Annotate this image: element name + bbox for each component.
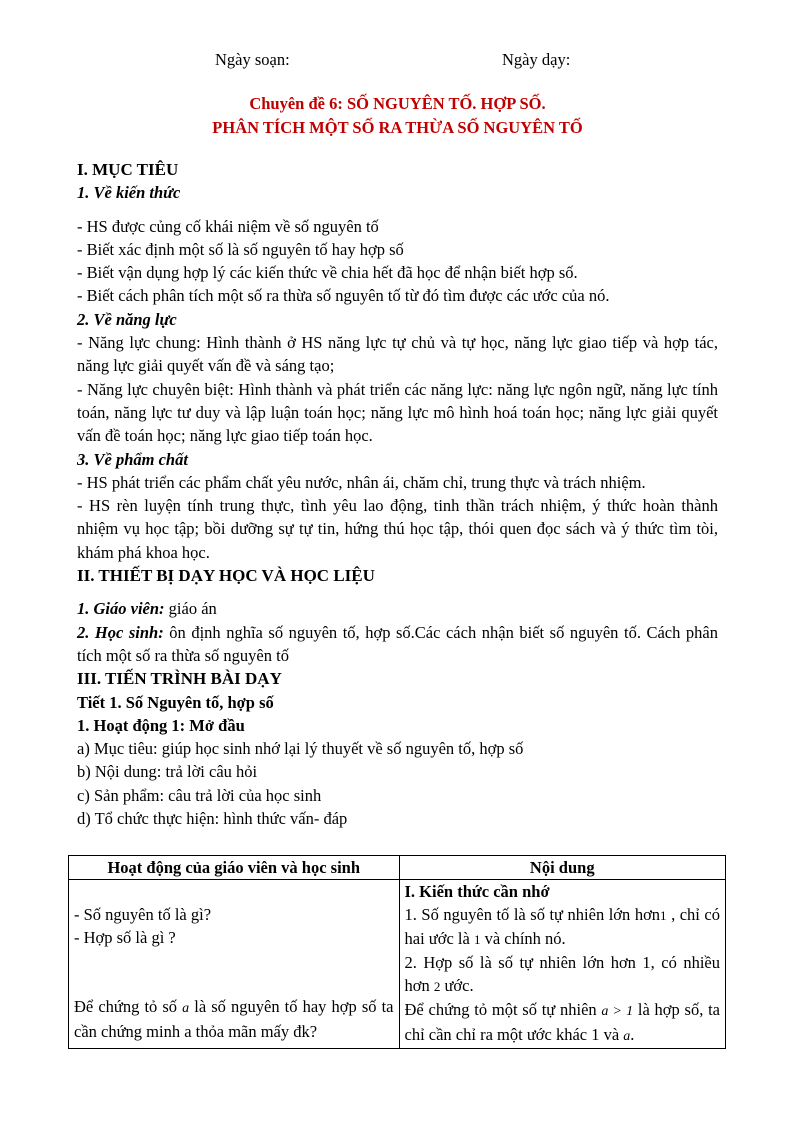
math-variable: a — [623, 1029, 631, 1044]
subsection-knowledge: 1. Về kiến thức — [77, 183, 181, 203]
section-2-heading: II. THIẾT BỊ DẠY HỌC VÀ HỌC LIỆU — [77, 566, 375, 586]
activity-title: 1. Hoạt động 1: Mở đầu — [77, 715, 245, 735]
lesson-title: Tiết 1. Số Nguyên tố, hợp số — [77, 692, 274, 712]
question-text: là số nguyên tố hay hợp số ta cần chứng minh a thỏa mãn mấy đk? — [74, 997, 394, 1041]
knowledge-item: - HS được củng cố khái niệm về số nguyên tố — [77, 216, 379, 236]
rule-text: . — [630, 1025, 635, 1044]
teacher-materials — [77, 597, 718, 620]
content-cell — [399, 880, 726, 1049]
prep-date-label: Ngày soạn: — [215, 50, 290, 69]
question-prime: - Số nguyên tố là gì? — [74, 905, 212, 924]
section-1-heading: I. MỤC TIÊU — [77, 160, 179, 179]
math-variable: a — [182, 1001, 190, 1016]
activity-table — [68, 855, 726, 1049]
math-number: 1 — [660, 908, 667, 923]
definition-text: ước. — [440, 976, 474, 995]
doc-title-line2: PHÂN TÍCH MỘT SỐ RA THỪA SỐ NGUYÊN TỐ — [212, 118, 583, 137]
definition-text: và chính nó. — [480, 929, 566, 948]
question-composite: - Hợp số là gì ? — [74, 928, 176, 947]
student-text: ôn định nghĩa số nguyên tố, hợp số.Các cách nhận biết số nguyên tố. Cách phân tích một số ra thừa số nguyên tố — [77, 622, 719, 665]
table-header-content: Nội dung — [399, 856, 726, 880]
activity-content: b) Nội dung: trả lời câu hỏi — [77, 762, 258, 782]
title-prefix: Chuyên đề 6: — [249, 94, 347, 113]
math-number: 1 — [473, 932, 481, 947]
activity-organization: d) Tổ chức thực hiện: hình thức vấn- đáp — [77, 809, 348, 829]
rule-text: là hợp số, ta chỉ cần chỉ ra một ước khác 1 và — [404, 1000, 720, 1044]
doc-title-line1 — [77, 92, 718, 116]
student-materials — [77, 621, 718, 668]
knowledge-item: - Biết cách phân tích một số ra thừa số nguyên tố từ đó tìm được các ước của nó. — [77, 286, 610, 306]
table-row — [69, 880, 726, 1049]
rule-text: Để chứng tỏ một số tự nhiên — [404, 1000, 602, 1019]
definition-text: , chỉ có hai ước là — [404, 905, 720, 948]
knowledge-heading: I. Kiến thức cần nhớ — [404, 882, 550, 901]
composite-proof-rule — [405, 998, 721, 1048]
section-3-heading: III. TIẾN TRÌNH BÀI DẠY — [77, 669, 282, 689]
math-expression: a > 1 — [601, 1004, 634, 1019]
table-header-activities: Hoạt động của giáo viên và học sinh — [69, 856, 400, 880]
document-page — [77, 48, 718, 830]
question-text: Để chứng tỏ số — [74, 997, 183, 1016]
teach-date-label: Ngày dạy: — [502, 50, 571, 69]
quality-item: - HS phát triển các phẩm chất yêu nước, nhân ái, chăm chỉ, trung thực và trách nhiệm. — [77, 472, 646, 492]
quality-item: - HS rèn luyện tính trung thực, tình yêu lao động, tinh thần trách nhiệm, ý thức hoàn thành nhiệm vụ học tập; bồi dưỡng sự tự tin, hứng thú học tập, thói quen đọc sách và ý thức tìm tòi, khám phá khoa học. — [77, 496, 718, 562]
question-conditions — [74, 995, 394, 1043]
definition-text: 2. Hợp số là số tự nhiên lớn hơn 1, có nhiều hơn — [404, 953, 720, 995]
subsection-competence: 2. Về năng lực — [77, 309, 177, 329]
competence-item: - Năng lực chung: Hình thành ở HS năng lực tự chủ và tự học, năng lực giao tiếp và hợp tác, năng lực giải quyết vấn đề và sáng tạo; — [77, 333, 718, 376]
composite-definition — [405, 951, 721, 998]
activity-goal: a) Mục tiêu: giúp học sinh nhớ lại lý thuyết về số nguyên tố, hợp số — [77, 739, 524, 759]
competence-item: - Năng lực chuyên biệt: Hình thành và phát triển các năng lực: năng lực ngôn ngữ, năng lực tính toán, năng lực tư duy và lập luận toán học; năng lực mô hình hoá toán học; năng lực giải quyết vấn đề toán học; năng lực giao tiếp toán học. — [77, 379, 718, 446]
prime-definition — [405, 903, 721, 951]
knowledge-item: - Biết xác định một số là số nguyên tố hay hợp số — [77, 239, 404, 259]
activity-product: c) Sản phẩm: câu trả lời của học sinh — [77, 785, 322, 805]
table-header-row — [69, 856, 726, 880]
title-main: SỐ NGUYÊN TỐ. HỢP SỐ. — [346, 94, 546, 113]
math-number: 2 — [433, 979, 441, 994]
teacher-label: 1. Giáo viên: — [77, 599, 165, 619]
student-label: 2. Học sinh: — [77, 622, 164, 642]
teacher-text: giáo án — [164, 599, 217, 619]
knowledge-item: - Biết vận dụng hợp lý các kiến thức về chia hết đã học để nhận biết hợp số. — [77, 263, 578, 283]
subsection-qualities: 3. Về phẩm chất — [77, 449, 188, 469]
activities-cell — [69, 880, 400, 1049]
date-row — [77, 48, 718, 72]
definition-text: 1. Số nguyên tố là số tự nhiên lớn hơn — [404, 905, 661, 924]
